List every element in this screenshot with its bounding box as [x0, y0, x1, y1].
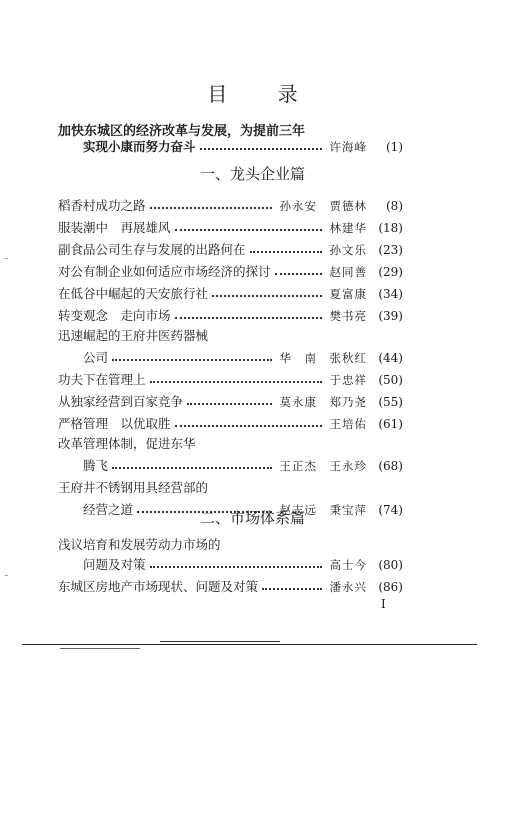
toc-entry: [58, 306, 403, 324]
toc-entry-title-line1: 改革管理体制，促进东华: [58, 436, 196, 451]
toc-entry-author: 许海峰: [329, 140, 367, 154]
leader-dots: [175, 309, 322, 319]
toc-entry: [58, 370, 403, 388]
toc-entry-page: (8): [386, 199, 403, 213]
toc-entry-author: 华 南 张秋红: [279, 351, 367, 365]
toc-entry-title: 稻香村成功之路: [58, 198, 146, 213]
toc-entry: [58, 218, 403, 236]
leader-dots: [175, 221, 322, 231]
toc-entry-title: 实现小康而努力奋斗: [83, 139, 196, 154]
toc-entry-author: 高士今: [329, 558, 367, 572]
toc-entry-page: (74): [378, 503, 403, 517]
lead-title-line1: 加快东城区的经济改革与发展，为提前三年: [58, 124, 306, 139]
toc-entry: [58, 240, 403, 258]
toc-entry: [58, 414, 403, 432]
page-title: 目 录: [207, 82, 320, 106]
toc-entry-title-line1: 王府井不锈钢用具经营部的: [58, 480, 209, 495]
bottom-rule-fragment: [160, 641, 280, 642]
toc-entry-author: 孙永安 贾德林: [279, 199, 367, 213]
leader-dots: [112, 351, 271, 361]
bottom-rule: [22, 644, 477, 645]
leader-dots: [175, 417, 322, 427]
toc-entry-page: (80): [378, 558, 403, 572]
toc-entry-title: 功夫下在管理上: [58, 372, 146, 387]
toc-entry-author: 于忠祥: [329, 373, 367, 387]
bottom-rule-fragment: [60, 648, 140, 649]
toc-entry: [83, 456, 403, 474]
toc-entry-title-line1: 浅议培育和发展劳动力市场的: [58, 537, 221, 552]
toc-entry-lead: [83, 137, 403, 155]
toc-entry-author: 王培佑: [329, 417, 367, 431]
toc-entry-title: 对公有制企业如何适应市场经济的探讨: [58, 264, 271, 279]
scan-mark: ˜: [4, 575, 9, 585]
toc-entry: [58, 284, 403, 302]
leader-dots: [212, 287, 321, 297]
toc-entry-title: 腾飞: [83, 458, 109, 473]
leader-dots: [150, 373, 322, 383]
toc-entry-author: 林建华: [329, 221, 367, 235]
toc-entry-author: 赵同善: [329, 265, 367, 279]
toc-entry: [83, 348, 403, 366]
toc-entry-author: 王正杰 王永珍: [279, 459, 367, 473]
page-folio: I: [381, 597, 386, 611]
toc-entry-page: (1): [386, 140, 403, 154]
leader-dots: [250, 243, 322, 253]
toc-entry-page: (86): [378, 580, 403, 594]
toc-entry-page: (39): [378, 309, 403, 323]
leader-dots: [112, 459, 271, 469]
toc-entry-author: 莫永康 郑乃尧: [279, 395, 367, 409]
toc-entry-author: 夏富康: [329, 287, 367, 301]
toc-entry-author: 赵志远 秉宝萍: [279, 503, 367, 517]
toc-entry-page: (18): [378, 221, 403, 235]
toc-entry-title: 在低谷中崛起的天安旅行社: [58, 286, 209, 301]
scan-mark: ˜: [4, 258, 9, 268]
leader-dots: [262, 580, 321, 590]
toc-entry-title: 问题及对策: [83, 557, 146, 572]
section-heading-2: [0, 507, 505, 528]
section-heading-1: 一、龙头企业篇: [199, 165, 305, 183]
toc-entry-page: (44): [378, 351, 403, 365]
toc-entry-title: 公司: [83, 350, 109, 365]
toc-entry-page: (55): [378, 395, 403, 409]
leader-dots: [275, 265, 322, 275]
toc-entry-title: 副食品公司生存与发展的出路何在: [58, 242, 246, 257]
toc-entry-page: (29): [378, 265, 403, 279]
toc-entry-title: 从独家经营到百家竞争: [58, 394, 184, 409]
section-heading-text: 二、市场体系篇: [199, 509, 305, 527]
toc-entry-title: 东城区房地产市场现状、问题及对策: [58, 579, 259, 594]
toc-entry-title-line1: 迅速崛起的王府井医药器械: [58, 328, 209, 343]
toc-entry-title: 服装潮中 再展雄风: [58, 220, 171, 235]
toc-entry: [83, 555, 403, 573]
toc-entry-title: 经营之道: [83, 502, 134, 517]
toc-entry-title: 严格管理 以优取胜: [58, 416, 171, 431]
toc-entry: [58, 392, 403, 410]
leader-dots: [200, 140, 322, 150]
leader-dots: [150, 199, 272, 209]
leader-dots: [187, 395, 271, 405]
leader-dots: [150, 558, 322, 568]
toc-entry-page: (68): [378, 459, 403, 473]
toc-entry-author: 樊书亮: [329, 309, 367, 323]
toc-entry-page: (61): [378, 417, 403, 431]
toc-entry: [58, 196, 403, 214]
toc-entry-author: 孙文乐: [329, 243, 367, 257]
toc-entry-page: (50): [378, 373, 403, 387]
toc-entry-author: 潘永兴: [329, 580, 367, 594]
toc-entry-page: (23): [378, 243, 403, 257]
toc-entry-page: (34): [378, 287, 403, 301]
toc-entry: [58, 577, 403, 595]
toc-entry: [58, 262, 403, 280]
toc-entry-title: 转变观念 走向市场: [58, 308, 171, 323]
